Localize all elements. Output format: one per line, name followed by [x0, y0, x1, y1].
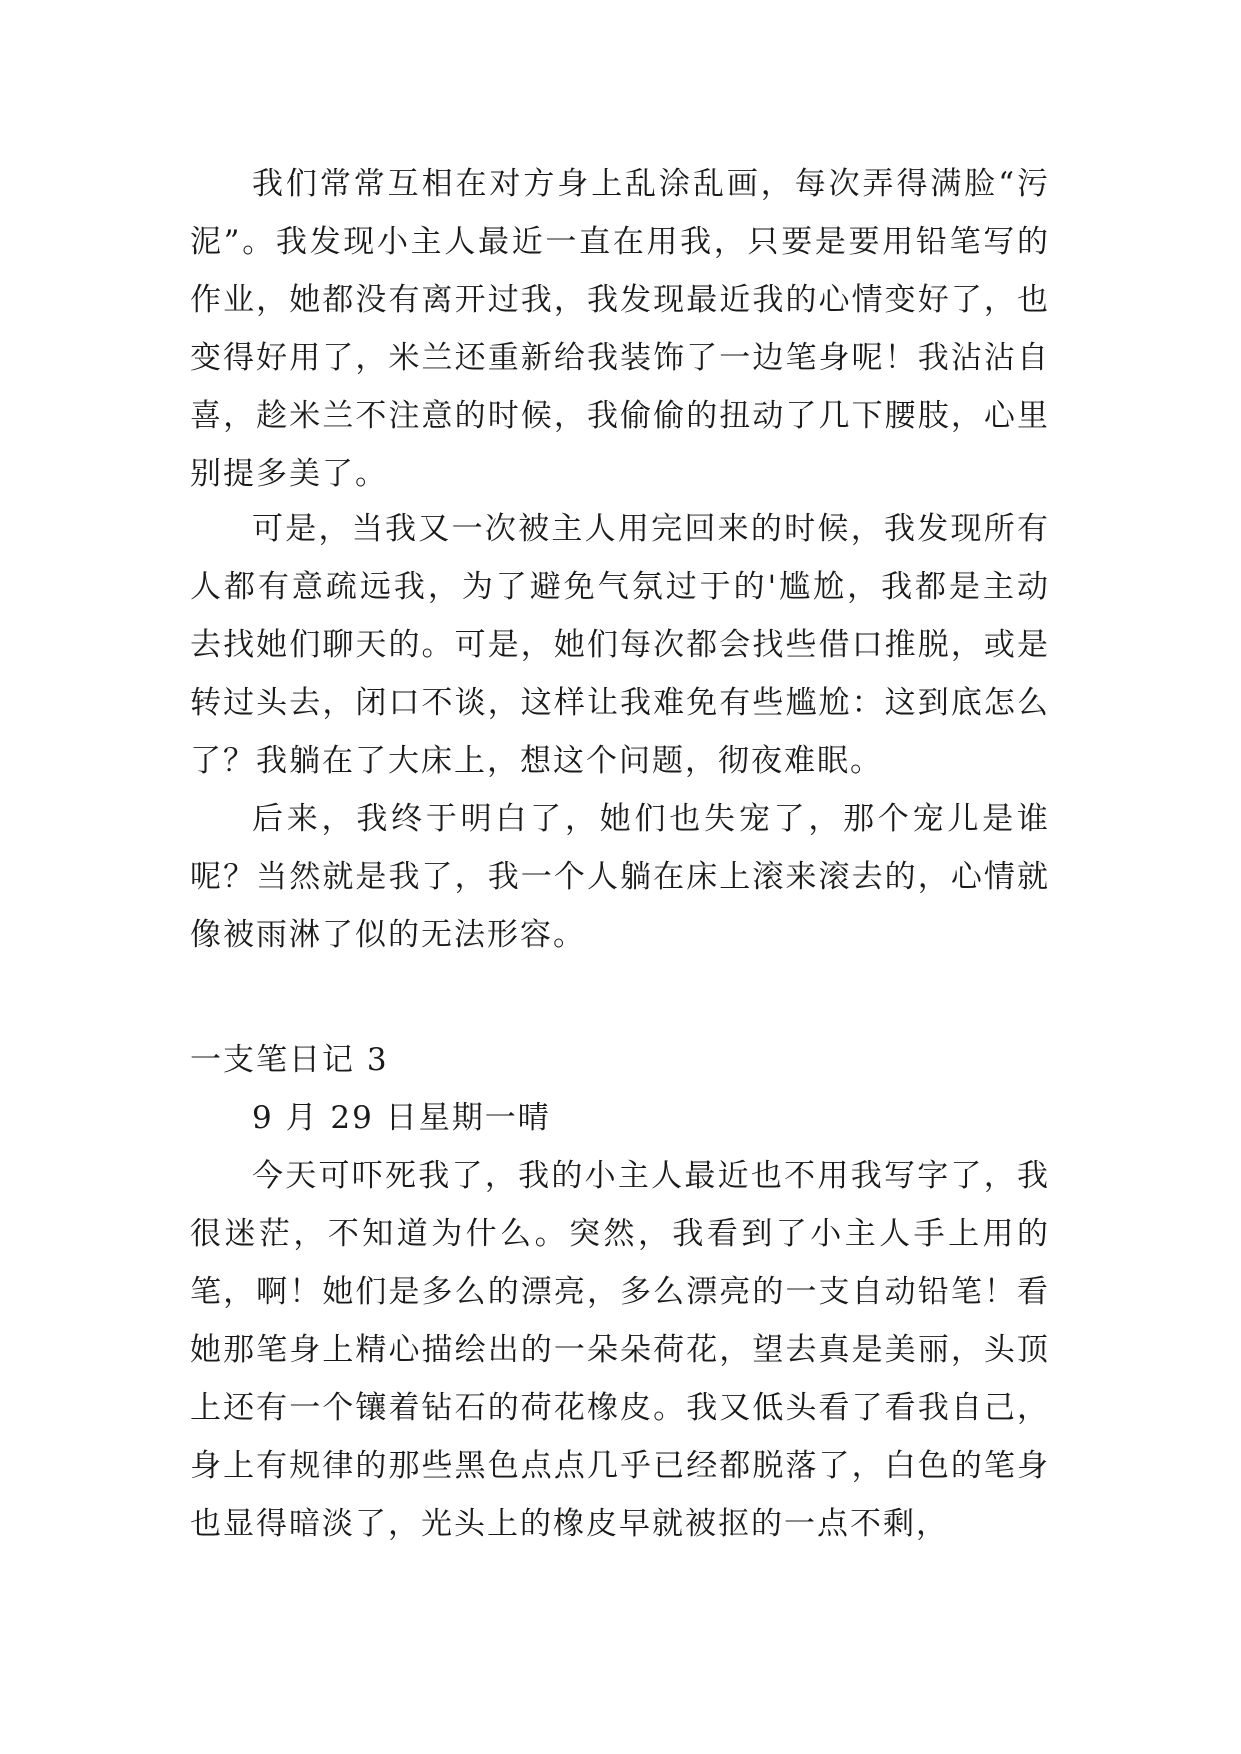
date-line: 9 月 29 日星期一晴 — [252, 1100, 551, 1136]
body-paragraph: 今天可吓死我了，我的小主人最近也不用我写字了，我很迷茫，不知道为什么。突然，我看到了小主人手上用的笔，啊！她们是多么的漂亮，多么漂亮的一支自动铅笔！看她那笔身上精心描绘出的一朵朵荷花，望去真是美丽，头顶上还有一个镶着钻石的荷花橡皮。我又低头看了看我自己，身上有规律的那些黑色点点几乎已经都脱落了，白色的笔身也显得暗淡了，光头上的橡皮早就被抠的一点不剩， — [190, 1158, 1050, 1542]
paragraph-block — [190, 790, 1050, 964]
paragraph-block — [190, 500, 1050, 790]
body-paragraph: 可是，当我又一次被主人用完回来的时候，我发现所有人都有意疏远我，为了避免气氛过于的'尴尬，我都是主动去找她们聊天的。可是，她们每次都会找些借口推脱，或是转过头去，闭口不谈，这样让我难免有些尴尬：这到底怎么了？我躺在了大床上，想这个问题，彻夜难眠。 — [190, 511, 1050, 779]
body-paragraph: 后来，我终于明白了，她们也失宠了，那个宠儿是谁呢？当然就是我了，我一个人躺在床上滚来滚去的，心情就像被雨淋了似的无法形容。 — [190, 801, 1050, 953]
body-paragraph: 我们常常互相在对方身上乱涂乱画，每次弄得满脸“污泥”。我发现小主人最近一直在用我，只要是要用铅笔写的作业，她都没有离开过我，我发现最近我的心情变好了，也变得好用了，米兰还重新给我装饰了一边笔身呢！我沾沾自喜，趁米兰不注意的时候，我偷偷的扭动了几下腰肢，心里别提多美了。 — [190, 166, 1050, 492]
paragraph-block — [190, 155, 1050, 503]
paragraph-block — [190, 1147, 1050, 1553]
section-title: 一支笔日记 3 — [190, 1042, 389, 1078]
